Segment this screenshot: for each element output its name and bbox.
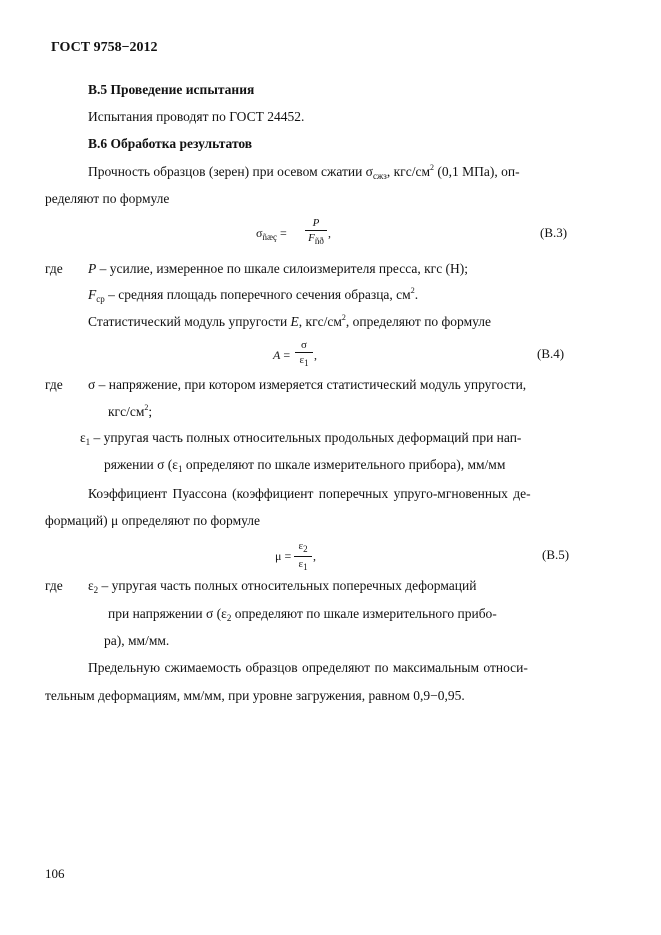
paragraph-strength-line2: ределяют по формуле xyxy=(45,191,170,206)
where-eps2-definition: $\varepsilon_2$ – упругая часть полных относительных поперечных деформаций xyxy=(88,578,477,595)
where-p-definition: P – усилие, измеренное по шкале силоизмерителя пресса, кгс (Н); xyxy=(88,261,469,276)
where-eps2-definition-cont2: ра), мм/мм. xyxy=(104,633,170,648)
formula-b5-fraction: $\varepsilon_2$ $\varepsilon_1$ xyxy=(294,540,312,573)
formula-b4-fraction: σ $\varepsilon_1$ xyxy=(295,339,313,369)
page-number: 106 xyxy=(45,866,65,881)
formula-b5-lhs: μ = xyxy=(275,549,292,563)
document-header: ГОСТ 9758−2012 xyxy=(51,40,158,55)
formula-b4-lhs: A = xyxy=(273,348,291,362)
where-sigma-units: кгс/$см^2$; xyxy=(108,403,153,419)
formula-b4-number: (В.4) xyxy=(537,346,565,361)
paragraph-poisson-line2: формаций) μ определяют по формуле xyxy=(45,513,260,528)
section-b5-text: Испытания проводят по ГОСТ 24452. xyxy=(88,109,305,124)
where-f-definition: $F_{ср}$ – средняя площадь поперечного сечения образца, $см^2$. xyxy=(88,286,419,304)
section-b5-heading: В.5 Проведение испытания xyxy=(88,82,255,97)
formula-b3-number: (В.3) xyxy=(540,225,568,240)
formula-b3-fraction: P $F_{ñð}$ xyxy=(305,217,327,247)
formula-b4-tail: , xyxy=(314,348,317,362)
where-label-3: где xyxy=(45,578,63,593)
section-b6-heading: В.6 Обработка результатов xyxy=(88,136,253,151)
formula-b3-lhs: $\sigma_{ñæç}$ = xyxy=(256,226,287,242)
where-sigma-definition: σ – напряжение, при котором измеряется статистический модуль упругости, xyxy=(88,377,527,392)
where-eps2-definition-cont1: при напряжении σ ($\varepsilon_2$ определяют по шкале измерительного прибо- xyxy=(108,606,497,623)
formula-b5-tail: , xyxy=(313,549,316,563)
paragraph-compressibility-line1: Предельную сжимаемость образцов определяют по максимальным относи- xyxy=(88,660,528,675)
paragraph-strength-line1: Прочность образцов (зерен) при осевом сжатии $\sigma_{сжз}$, кгс/$см^2$ (0,1 МПа), оп- xyxy=(88,163,520,181)
where-eps1-definition: $\varepsilon_1$ – упругая часть полных относительных продольных деформаций при нап- xyxy=(80,430,522,447)
formula-b5-number: (В.5) xyxy=(542,547,570,562)
where-label-2: где xyxy=(45,377,63,392)
paragraph-modulus: Статистический модуль упругости E, кгс/$см^2$, определяют по формуле xyxy=(88,313,492,329)
paragraph-poisson-line1: Коэффициент Пуассона (коэффициент поперечных упруго-мгновенных де- xyxy=(88,486,531,501)
where-label-1: где xyxy=(45,261,63,276)
formula-b3-tail: , xyxy=(328,226,331,240)
paragraph-compressibility-line2: тельным деформациям, мм/мм, при уровне загружения, равном 0,9−0,95. xyxy=(45,688,465,703)
where-eps1-definition-cont: ряжении σ ($\varepsilon_1$ определяют по шкале измерительного прибора), мм/мм xyxy=(104,457,506,474)
